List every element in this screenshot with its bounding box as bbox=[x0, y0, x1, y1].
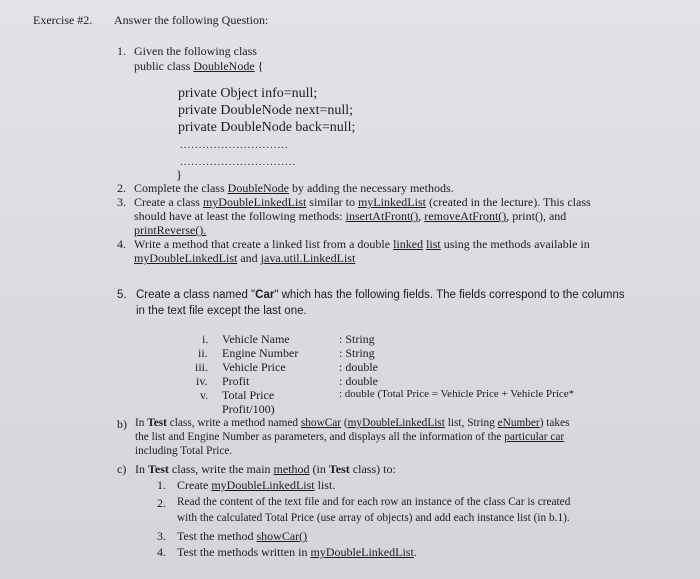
q4-l1e: using the methods available in bbox=[440, 237, 590, 251]
field-info: private Object info=null; bbox=[178, 86, 318, 101]
field-roman-3: iii. bbox=[195, 360, 209, 374]
profit-continuation: Profit/100) bbox=[222, 402, 275, 416]
field-type-4: : double bbox=[339, 374, 378, 388]
q4-l2b: and bbox=[237, 251, 261, 265]
exercise-label: Exercise #2. bbox=[33, 13, 93, 27]
q3-l2a: should have at least the following methods: bbox=[134, 209, 346, 223]
qc-item-3-method: showCar() bbox=[256, 529, 308, 543]
q4-list: list bbox=[426, 237, 441, 251]
q4-line1 bbox=[134, 237, 590, 252]
qc-item-4 bbox=[177, 545, 417, 560]
qc-test: Test bbox=[148, 462, 169, 476]
q3-mydoublelinkedlist: myDoubleLinkedList bbox=[202, 195, 307, 209]
qb-l1a: In bbox=[135, 417, 148, 429]
qc-item-1 bbox=[177, 478, 335, 493]
qb-line1 bbox=[135, 417, 570, 429]
qc-item-2-line1: Read the content of the text file and for each row an instance of the class Car is created bbox=[177, 496, 571, 508]
qc-item-1-c: list. bbox=[314, 478, 336, 492]
closing-brace: } bbox=[176, 167, 183, 182]
q5-l1c: " which has the following fields. The fields correspond to the columns bbox=[274, 289, 625, 301]
qb-l1e: ( bbox=[341, 417, 348, 429]
qb-mydoublelinkedlist: myDoubleLinkedList bbox=[347, 417, 445, 429]
q3-l1e: (created in the lecture). This class bbox=[425, 195, 591, 209]
dotted-line-1: ............................. bbox=[180, 139, 289, 151]
qc-item-1-class: myDoubleLinkedList bbox=[211, 478, 315, 492]
q4-line2 bbox=[134, 251, 355, 266]
field-name-4: Profit bbox=[222, 374, 250, 388]
field-back: private DoubleNode back=null; bbox=[178, 120, 356, 135]
qc-item-1-a: Create bbox=[177, 478, 212, 492]
field-roman-2: ii. bbox=[198, 346, 208, 360]
qc-item-2-line2: with the calculated Total Price (use array of objects) and add each instance list (in b.1). bbox=[177, 512, 570, 524]
qb-enumber: eNumber bbox=[497, 417, 540, 429]
field-type-1: : String bbox=[339, 332, 375, 346]
qc-item-2-number: 2. bbox=[157, 496, 166, 510]
q3-line2 bbox=[134, 209, 566, 224]
q1-line2-suffix: { bbox=[254, 59, 264, 73]
qc-method: method bbox=[273, 462, 310, 476]
field-type-3: : double bbox=[339, 360, 378, 374]
qc-item-1-number: 1. bbox=[157, 478, 166, 492]
qb-line3: including Total Price. bbox=[135, 445, 233, 457]
qb-l1i: ) takes bbox=[539, 417, 570, 429]
field-name-1: Vehicle Name bbox=[222, 332, 290, 346]
q3-insertatfront: insertAtFront() bbox=[345, 209, 419, 223]
qc-item-3 bbox=[177, 529, 307, 544]
qb-l1c: class, write a method named bbox=[166, 417, 301, 429]
qb-line2 bbox=[135, 431, 564, 443]
q2-class-name: DoubleNode bbox=[227, 181, 289, 195]
q4-l1a: Write a method that create a linked list from a double bbox=[134, 237, 394, 251]
q3-removeatfront: removeAtFront() bbox=[424, 209, 507, 223]
field-name-2: Engine Number bbox=[222, 346, 299, 360]
qc-item-4-number: 4. bbox=[157, 545, 166, 559]
q1-line2-prefix: public class bbox=[134, 59, 194, 73]
q2-number: 2. bbox=[117, 181, 126, 195]
q5-l1a: Create a class named " bbox=[136, 289, 256, 301]
q4-linked: linked bbox=[393, 237, 424, 251]
qc-line1 bbox=[135, 462, 396, 477]
q2-text bbox=[134, 181, 454, 196]
q3-l2e: , print(), and bbox=[506, 209, 567, 223]
qb-l1g: list, String bbox=[444, 417, 498, 429]
q3-l1c: similar to bbox=[306, 195, 358, 209]
page-title: Answer the following Question: bbox=[114, 13, 269, 27]
field-type-5: : double (Total Price = Vehicle Price + Vehicle Price* bbox=[339, 388, 575, 400]
q3-line3: printReverse(). bbox=[134, 223, 207, 237]
q5-car: Car bbox=[255, 289, 275, 301]
q2-a: Complete the class bbox=[134, 181, 228, 195]
q3-l2c: , bbox=[418, 209, 425, 223]
q1-class-name: DoubleNode bbox=[193, 59, 255, 73]
qc-item-4-a: Test the methods written in bbox=[177, 545, 311, 559]
q3-mylinkedlist: myLinkedList bbox=[357, 195, 426, 209]
field-type-2: : String bbox=[339, 346, 375, 360]
qc-l1e: (in bbox=[309, 462, 329, 476]
qc-item-4-class: myDoubleLinkedList bbox=[310, 545, 414, 559]
field-roman-1: i. bbox=[202, 332, 209, 346]
field-name-3: Vehicle Price bbox=[222, 360, 286, 374]
field-roman-4: iv. bbox=[196, 374, 208, 388]
q3-line1 bbox=[134, 195, 591, 210]
qc-l1g: class) to: bbox=[349, 462, 396, 476]
qc-l1a: In bbox=[135, 462, 148, 476]
field-next: private DoubleNode next=null; bbox=[178, 103, 354, 118]
q1-number: 1. bbox=[117, 44, 126, 58]
qb-l2a: the list and Engine Number as parameters, and displays all the information of the bbox=[135, 431, 505, 443]
q1-line2 bbox=[134, 59, 263, 74]
q4-number: 4. bbox=[117, 237, 126, 251]
qc-item-3-number: 3. bbox=[157, 529, 166, 543]
field-roman-5: v. bbox=[200, 388, 209, 402]
qb-label: b) bbox=[117, 417, 127, 431]
qc-test-2: Test bbox=[328, 462, 350, 476]
q2-c: by adding the necessary methods. bbox=[288, 181, 454, 195]
q5-line2: in the text file except the last one. bbox=[136, 305, 307, 317]
q5-line1 bbox=[136, 289, 625, 301]
q3-number: 3. bbox=[117, 195, 126, 209]
qb-test: Test bbox=[147, 417, 167, 429]
qc-item-3-a: Test the method bbox=[177, 529, 257, 543]
dotted-line-2: ............................... bbox=[180, 156, 297, 168]
q3-l1a: Create a class bbox=[134, 195, 203, 209]
q5-number: 5. bbox=[117, 289, 127, 301]
field-name-5: Total Price bbox=[222, 388, 275, 402]
q4-mydoublelinkedlist: myDoubleLinkedList bbox=[134, 251, 238, 265]
qc-label: c) bbox=[117, 462, 127, 476]
qc-item-4-c: . bbox=[413, 545, 417, 559]
qb-showcar: showCar bbox=[300, 417, 342, 429]
q4-java-util-linkedlist: java.util.LinkedList bbox=[260, 251, 356, 265]
qc-l1c: class, write the main bbox=[168, 462, 274, 476]
q1-line1: Given the following class bbox=[134, 44, 257, 58]
qb-particular-car: particular car bbox=[504, 431, 565, 443]
